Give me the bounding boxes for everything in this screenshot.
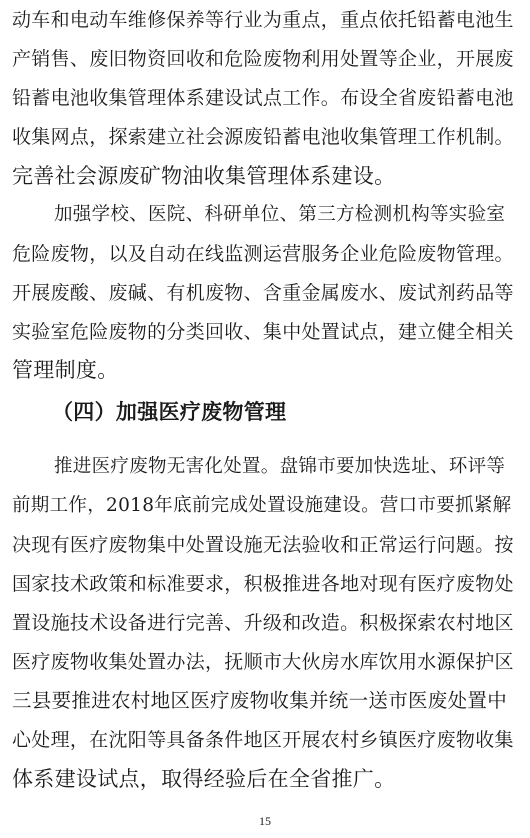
section-heading: （四）加强医疗废物管理 — [52, 399, 287, 424]
text-line: 心处理，在沈阳等具备条件地区开展农村乡镇医疗废物收集 — [12, 729, 514, 751]
text-line: 推进医疗废物无害化处置。盘锦市要加快选址、环评等 — [54, 456, 506, 477]
text-line: 产销售、废旧物资回收和危险废物利用处置等企业，开展废 — [12, 48, 514, 70]
text-line: 三县要推进农村地区医疗废物收集并统一送市医废处置中 — [12, 689, 508, 712]
text-line: 铅蓄电池收集管理体系建设试点工作。布设全省废铅蓄电池 — [12, 87, 514, 109]
text-line: 前期工作，2018年底前完成处置设施建设。营口市要抓紧解 — [12, 495, 512, 516]
text-line: 置设施技术设备进行完善、升级和改造。积极探索农村地区 — [12, 612, 514, 634]
text-line: 医疗废物收集处置办法，抚顺市大伙房水库饮用水源保护区 — [12, 651, 514, 673]
text-line: 收集网点，探索建立社会源废铅蓄电池收集管理工作机制。 — [12, 126, 514, 148]
text-line: 加强学校、医院、科研单位、第三方检测机构等实验室 — [54, 204, 506, 225]
text-line: 开展废酸、废碱、有机废物、含重金属废水、废试剂药品等 — [12, 282, 514, 304]
text-line: 体系建设试点，取得经验后在全省推广。 — [12, 767, 396, 791]
text-line: 决现有医疗废物集中处置设施无法验收和正常运行问题。按 — [12, 534, 514, 556]
text-line: 国家技术政策和标准要求，积极推进各地对现有医疗废物处 — [12, 573, 514, 595]
text-line: 动车和电动车维修保养等行业为重点，重点依托铅蓄电池生 — [12, 9, 514, 31]
text-line: 实验室危险废物的分类回收、集中处置试点，建立健全相关 — [12, 321, 514, 343]
text-line: 管理制度。 — [12, 358, 119, 382]
text-line: 危险废物，以及自动在线监测运营服务企业危险废物管理。 — [12, 243, 514, 265]
text-line: 完善社会源废矿物油收集管理体系建设。 — [12, 164, 396, 188]
page-number: 15 — [259, 814, 271, 828]
